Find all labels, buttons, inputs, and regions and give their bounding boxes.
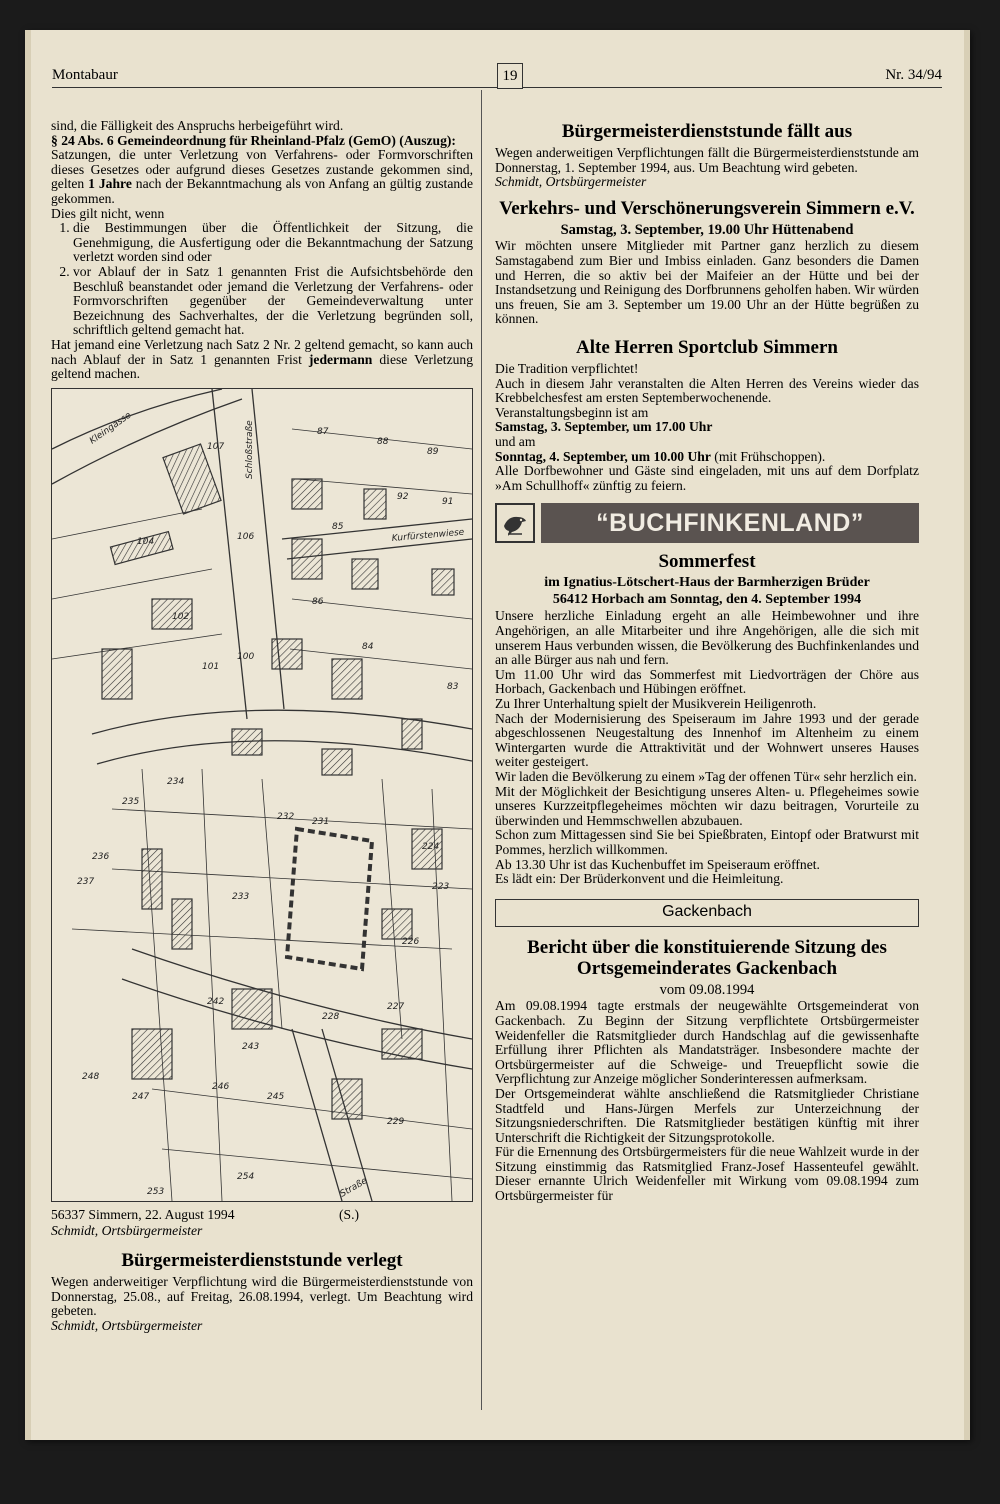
page-header [52,63,942,88]
parcel-number: 85 [332,521,344,532]
parcel-number: 231 [312,816,330,827]
article-paragraph: Der Ortsgemeinderat wählte anschließend die Ratsmitglieder Christiane Stadtfeld und Hans-Jürgen Merfels zur Unterzeichnung der Sitzungsniederschriften. Die Ratsmitglieder bestätigen künftig mit ihrer Unterschrift die Richtigkeit der Sitzungsprotokolle. [495,1085,919,1145]
law-paragraph-2: Dies gilt nicht, wenn [51,205,165,221]
article-paragraph: Nach der Modernisierung des Speiseraum im Jahre 1993 und der gerade abgeschlossenen Neugestaltung des Innenhof im Altenheim zu einem Wintergarten wurde die Attraktivität und der Wohnwert unseres Hauses weiter gesteigert. [495,710,919,770]
article-line: Auch in diesem Jahr veranstalten die Alten Herren des Vereins wieder das Krebbelchesfest am ersten Septemberwochenende. [495,375,919,406]
map-caption [51,1208,473,1224]
header-town: Montabaur [52,67,118,83]
article-text: Wegen anderweitiger Verpflichtung wird die Bürgermeisterdienststunde von Donnerstag, 25.08., auf Freitag, 26.08.1994, verlegt. Um Beachtung wird gebeten. [51,1274,473,1319]
parcel-number: 100 [237,651,255,662]
law-paragraph-3: Hat jemand eine Verletzung nach Satz 2 Nr. 2 geltend gemacht, so kann auch nach Ablauf der in Satz 1 genannten Frist jedermann diese Verletzung geltend machen. [51,336,473,382]
parcel-number: 243 [242,1041,260,1052]
section-heading-gackenbach: Gackenbach [495,899,919,927]
parcel-number: 242 [207,996,225,1007]
parcel-number: 226 [402,936,420,947]
article-line: Alle Dorfbewohner und Gäste sind eingeladen, mit uns auf dem Dorfplatz »Am Schullhoff« zünftig zu feiern. [495,463,919,493]
parcel-number: 84 [362,641,374,652]
parcel-number: 83 [447,681,459,692]
parcel-number: 236 [92,851,110,862]
article-title: Bericht über die konstituierende Sitzung des Ortsgemeinderates Gackenbach [527,936,887,979]
parcel-number: 245 [267,1091,285,1102]
parcel-number: 237 [77,876,95,887]
column-divider [481,90,482,1410]
article-line: Veranstaltungsbeginn ist am [495,404,649,420]
cadastral-map [51,388,473,1202]
parcel-number: 234 [167,776,185,787]
article-title: Sommerfest [658,551,756,573]
article-paragraph: Wir laden die Bevölkerung zu einem »Tag der offenen Tür« sehr herzlich ein. [495,769,917,784]
parcel-number: 254 [237,1171,255,1182]
page-number: 19 [497,63,523,89]
finch-bird-icon [495,503,535,543]
law-list-item: 2. vor Ablauf der in Satz 1 genannten Frist die Aufsichtsbehörde den Beschluß beanstandet oder jemand die Verletzung der Verfahrens- oder Formvorschriften gegenüber der Gemeindeverwaltung unter Bezeichnung des Sachverhaltes, der die Verletzung begründen soll, schriftlich geltend gemacht hat. [73,265,473,338]
article-subtitle: vom 09.08.1994 [659,981,755,998]
street-label: Kurfürstenwiese [391,527,465,544]
parcel-number: 107 [207,441,225,452]
article-paragraph: Für die Ernennung des Ortsbürgermeisters für die neue Wahlzeit wurde in der Sitzung einstimmig das Ratsmitglied Franz-Josef Hassenteufel gewählt. Dieser ernannte Ulrich Weidenfeller mit Wirkung vom 09.08.1994 zum Ortsbürgermeister für [495,1144,919,1204]
article-paragraph: Am 09.08.1994 tagte erstmals der neugewählte Ortsgemeinderat von Gackenbach. Zu Beginn der Sitzung verpflichtete Ortsbürgermeister Weidenfeller die Ratsmitglieder durch Handschlag auf die gewissenhafte Erfüllung ihrer Pflichten als Mandatsträger. Insbesondere machte der Ortsbürgermeister auf die Schweige- und Treuepflicht sowie die Verpflichtung zur Anzeige möglicher Sonderinteressen aufmerksam. [495,998,919,1087]
parcel-number: 104 [137,536,155,547]
parcel-number: 106 [237,531,255,542]
parcel-number: 86 [312,596,324,607]
page-edge-left [25,30,31,1440]
parcel-number: 253 [147,1186,165,1197]
article-subtitle: 56412 Horbach am Sonntag, den 4. September 1994 [552,591,862,607]
page-edge-right [964,30,970,1440]
article-title: Verkehrs- und Verschönerungsverein Simmern e.V. [499,197,915,219]
parcel-number: 91 [442,496,454,507]
parcel-number: 232 [277,811,295,822]
article-paragraph: Mit der Möglichkeit der Besichtigung unseres Alten- u. Pflegeheimes sowie unseres Kurzzeitpflegeheimes möchten wir dazu beitragen, Vorurteile zu überwinden und Hemmschwellen abzubauen. [495,783,919,828]
article-paragraph: Es lädt ein: Der Brüderkonvent und die Heimleitung. [495,871,784,887]
article-subtitle: im Ignatius-Lötschert-Haus der Barmherzigen Brüder [544,575,870,591]
article-title: Alte Herren Sportclub Simmern [576,336,838,358]
parcel-number: 89 [427,446,439,457]
article-paragraph: Unsere herzliche Einladung ergeht an alle Heimbewohner und ihre Angehörigen, an alle Mitarbeiter und ihre Angehörigen, alle die sich mit unserem Haus verbunden wissen, die Bevölkerung des Buchfinkenlandes und an alle Bürger aus nah und fern. [495,608,919,668]
parcel-number: 247 [132,1091,150,1102]
intro-text: sind, die Fälligkeit des Anspruchs herbeigeführt wird. [51,118,344,133]
article-line: Samstag, 3. September, um 17.00 Uhr [495,419,713,435]
article-paragraph: Zu Ihrer Unterhaltung spielt der Musikverein Heiligenroth. [495,696,817,712]
article-paragraph: Schon zum Mittagessen sind Sie bei Spießbraten, Eintopf oder Bratwurst mit Pommes, herzlich willkommen. [495,827,919,857]
article-line: und am [495,433,536,449]
parcel-number: 224 [422,841,440,852]
street-label: Kleingasse [87,410,134,447]
article-signature: Schmidt, Ortsbürgermeister [51,1318,203,1334]
law-list-item: 1. die Bestimmungen über die Öffentlichkeit der Sitzung, die Genehmigung, die Ausfertigung oder die Bekanntmachung der Satzung verletzt worden sind oder [73,221,473,265]
law-heading: § 24 Abs. 6 Gemeindeordnung für Rheinland-Pfalz (GemO) (Auszug): [51,132,456,148]
parcel-number: 227 [387,1001,405,1012]
parcel-number: 229 [387,1116,405,1127]
caption-seal-mark: (S.) [339,1206,360,1222]
parcel-number: 87 [317,426,329,437]
parcel-number: 88 [377,436,389,447]
caption-signature: Schmidt, Ortsbürgermeister [51,1222,203,1238]
article-paragraph: Um 11.00 Uhr wird das Sommerfest mit Liedvorträgen der Chöre aus Horbach, Gackenbach und Hübingen eröffnet. [495,666,919,697]
left-column [51,119,473,1334]
article-signature: Schmidt, Ortsbürgermeister [495,174,647,190]
parcel-number: 92 [397,491,409,502]
parcel-number: 102 [172,611,190,622]
right-column [495,119,919,1204]
article-subtitle: Samstag, 3. September, 19.00 Uhr Hüttenabend [560,221,854,238]
caption-place-date: 56337 Simmern, 22. August 1994 [51,1206,235,1222]
law-list [51,221,473,338]
article-paragraph: Ab 13.30 Uhr ist das Kuchenbuffet im Speiseraum eröffnet. [495,856,820,872]
map-drawing [52,389,472,1201]
parcel-number: 248 [82,1071,100,1082]
article-text: Wir möchten unsere Mitglieder mit Partner ganz herzlich zu diesem Samstagabend zum Bier und Imbiss einladen. Ganz besonders die Damen und Herren, die so aktiv bei der Maifeier an der Hütte und bei der Instandsetzung und Reinigung des Dorfbrunnens geholfen haben. Wir würden uns freuen, Sie am 3. September um 19.00 Uhr an der Hütte begrüßen zu können. [495,238,919,327]
parcel-number: 223 [432,881,450,892]
article-title: Bürgermeisterdienststunde fällt aus [561,121,853,142]
article-line: Sonntag, 4. September, um 10.00 Uhr (mit Frühschoppen). [495,448,826,464]
banner-title: “BUCHFINKENLAND” [541,503,919,543]
parcel-number: 228 [322,1011,340,1022]
article-text: Wegen anderweitigen Verpflichtungen fällt die Bürgermeisterdienststunde am Donnerstag, 1. September 1994, aus. Um Beachtung wird gebeten. [495,145,919,175]
article-title: Bürgermeisterdienststunde verlegt [121,1250,403,1272]
parcel-number: 246 [212,1081,230,1092]
buchfinkenland-banner [495,503,919,543]
parcel-number: 101 [202,661,220,672]
parcel-number: 235 [122,796,140,807]
article-line: Die Tradition verpflichtet! [495,360,639,376]
street-label: Straße [338,1175,370,1200]
issue-number: Nr. 34/94 [885,67,942,83]
law-paragraph-1: Satzungen, die unter Verletzung von Verfahrens- oder Formvorschriften dieses Gesetzes oder aufgrund dieses Gesetzes zustande gekommen sind, gelten 1 Jahre nach der Bekanntmachung als von Anfang an gültig zustande gekommen. [51,147,473,206]
street-label: Schloßstraße [245,420,255,479]
parcel-number: 233 [232,891,250,902]
